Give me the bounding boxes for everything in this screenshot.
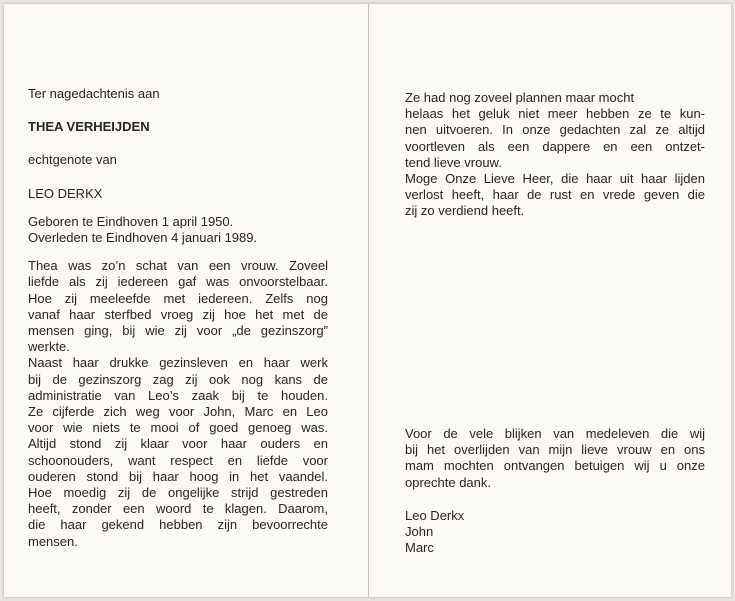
card-fold	[368, 4, 369, 597]
tribute-line: Naast haar drukke gezinsleven en haar werk	[28, 355, 328, 371]
tribute-line: Hoe moedig zij de ongelijke strijd gestreden	[28, 485, 328, 501]
text-line: voortleven als een dappere en een ontzet-	[405, 138, 705, 154]
signature-leo: Leo Derkx	[405, 507, 465, 523]
text-line: Moge Onze Lieve Heer, die haar uit haar lijden	[405, 171, 705, 187]
tribute-line: schoonouders, want respect en liefde voor	[28, 452, 328, 468]
tribute-text	[28, 258, 328, 550]
tribute-line: Thea was zo’n schat van een vrouw. Zoveel	[28, 258, 328, 274]
tribute-line: heeft, zonder een woord te klagen. Daarom,	[28, 501, 328, 517]
signature-marc: Marc	[405, 540, 434, 556]
tribute-line: voor wie niets te mooi of goed genoeg was.	[28, 420, 328, 436]
text-line: verlost heeft, haar de rust en vrede geven die	[405, 187, 705, 203]
tribute-line: werkte.	[28, 339, 70, 355]
tribute-line: mensen.	[28, 533, 78, 549]
thanks-text	[405, 426, 705, 556]
signature-john: John	[405, 524, 434, 540]
thanks-line: mam mochten ontvangen betuigen wij u onze	[405, 458, 705, 474]
left-page	[28, 86, 328, 550]
tribute-line: mensen ging, bij wie zij voor „de gezinszorg”	[28, 323, 328, 339]
thanks-line: oprechte dank.	[405, 474, 492, 490]
text-line: Ze had nog zoveel plannen maar mocht	[405, 90, 635, 105]
spouse-of-label: echtgenote van	[28, 152, 117, 168]
spouse-name: LEO DERKX	[28, 185, 103, 201]
tribute-line: Altijd stond zij klaar voor haar ouders en	[28, 436, 328, 452]
tribute-line: Hoe zij meeleefde met iedereen. Zelfs nog	[28, 290, 328, 306]
text-line: nen uitvoeren. In onze gedachten zal ze altijd	[405, 122, 705, 138]
tribute-line: liefde als zij iedereen gaf was onvoorstelbaar.	[28, 274, 328, 290]
tribute-line: Ze cijferde zich weg voor John, Marc en Leo	[28, 404, 328, 420]
text-line: helaas het geluk niet meer hebben ze te kun-	[405, 106, 705, 122]
in-memory-heading: Ter nagedachtenis aan	[28, 86, 160, 101]
right-page-text	[405, 90, 705, 220]
tribute-line: bij de gezinszorg zag zij ook nog kans de	[28, 371, 328, 387]
tribute-line: die haar gekend hebben zijn bevoorrechte	[28, 517, 328, 533]
thanks-line: bij het overlijden van mijn lieve vrouw en ons	[405, 442, 705, 458]
text-line: tend lieve vrouw.	[405, 154, 502, 170]
text-line: zij zo verdiend heeft.	[405, 203, 525, 219]
birth-line: Geboren te Eindhoven 1 april 1950.	[28, 213, 234, 229]
thanks-line: Voor de vele blijken van medeleven die wij	[405, 426, 705, 441]
tribute-line: vanaf haar sterfbed vroeg zij hoe het met de	[28, 306, 328, 322]
tribute-line: ouderen stond bij haar hoog in het vaandel.	[28, 468, 328, 484]
death-line: Overleden te Eindhoven 4 januari 1989.	[28, 230, 258, 246]
tribute-line: administratie van Leo’s zaak bij te houden.	[28, 387, 328, 403]
deceased-name: THEA VERHEIJDEN	[28, 119, 150, 135]
